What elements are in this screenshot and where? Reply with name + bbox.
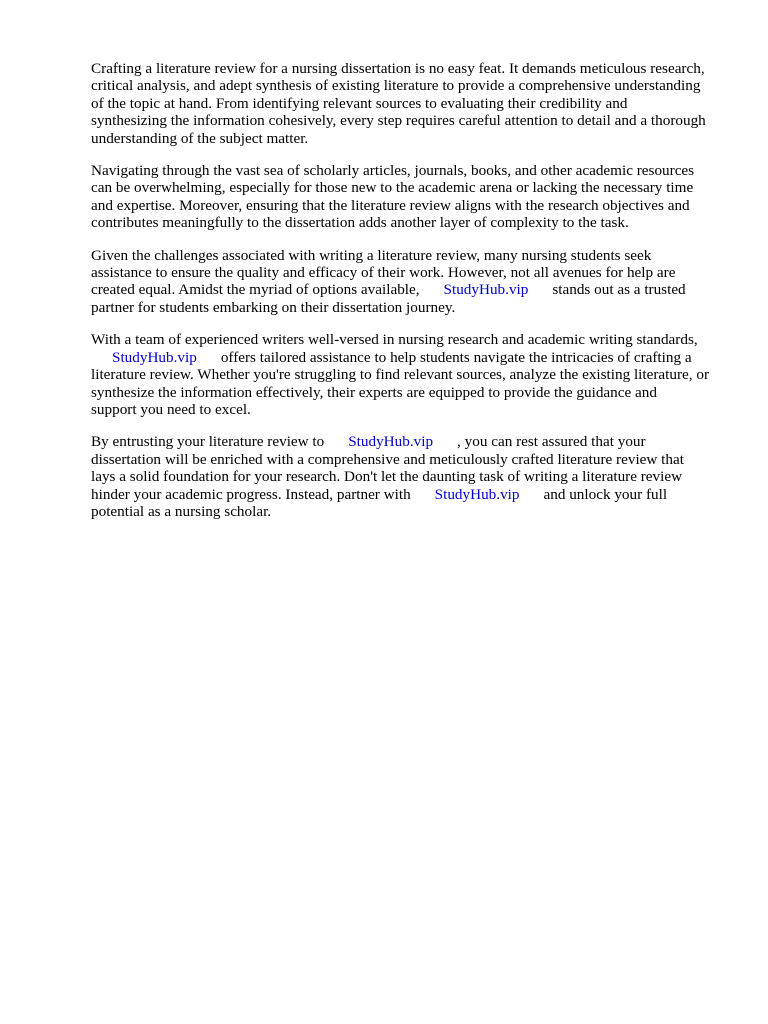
studyhub-link[interactable]: StudyHub.vip — [443, 281, 529, 299]
text-line: potential as a nursing scholar. — [91, 502, 272, 520]
text-line: contributes meaningfully to the dissertation adds another layer of complexity to the task. — [91, 214, 629, 232]
text-line — [91, 486, 731, 503]
text-line — [91, 433, 731, 450]
text-segment: hinder your academic progress. Instead, partner with — [91, 485, 411, 503]
paragraph-entrusting — [91, 433, 731, 520]
text-line: synthesizing the information cohesively, every step requires careful attention to detail and a thorough — [91, 112, 706, 130]
document-body — [91, 60, 731, 535]
text-segment: and unlock your full — [543, 485, 668, 503]
text-line: dissertation will be enriched with a comprehensive and meticulously crafted literature review that — [91, 450, 684, 468]
text-line: synthesize the information effectively, their experts are equipped to provide the guidance and — [91, 383, 657, 401]
text-line — [91, 281, 731, 298]
text-line: With a team of experienced writers well-versed in nursing research and academic writing standards, — [91, 331, 698, 349]
text-line: understanding of the subject matter. — [91, 129, 309, 147]
text-line: Crafting a literature review for a nursing dissertation is no easy feat. It demands meticulous research, — [91, 60, 705, 77]
text-line — [91, 349, 731, 366]
text-line: of the topic at hand. From identifying relevant sources to evaluating their credibility and — [91, 94, 628, 112]
text-segment: created equal. Amidst the myriad of options available, — [91, 281, 420, 299]
studyhub-link[interactable]: StudyHub.vip — [434, 485, 520, 503]
text-line: Given the challenges associated with writing a literature review, many nursing students seek — [91, 246, 652, 264]
text-line: support you need to excel. — [91, 400, 251, 418]
studyhub-link[interactable]: StudyHub.vip — [348, 433, 434, 451]
text-line: partner for students embarking on their dissertation journey. — [91, 298, 456, 316]
text-segment: stands out as a trusted — [552, 281, 686, 299]
paragraph-challenges — [91, 247, 731, 317]
text-line: assistance to ensure the quality and efficacy of their work. However, not all avenues for help are — [91, 264, 676, 282]
text-segment: By entrusting your literature review to — [91, 433, 325, 451]
text-line: literature review. Whether you're struggling to find relevant sources, analyze the existing literature, or — [91, 366, 710, 384]
text-line: and expertise. Moreover, ensuring that the literature review aligns with the research objectives and — [91, 196, 690, 214]
paragraph-navigating — [91, 162, 731, 232]
text-segment: , you can rest assured that your — [457, 433, 646, 451]
text-line: lays a solid foundation for your research. Don't let the daunting task of writing a literature review — [91, 468, 683, 486]
paragraph-intro — [91, 60, 731, 147]
text-line: critical analysis, and adept synthesis of existing literature to provide a comprehensive understanding — [91, 77, 701, 95]
text-segment: offers tailored assistance to help students navigate the intricacies of crafting a — [220, 348, 692, 366]
text-line: can be overwhelming, especially for those new to the academic arena or lacking the necessary time — [91, 179, 694, 197]
studyhub-link[interactable]: StudyHub.vip — [112, 348, 197, 366]
paragraph-team — [91, 331, 731, 418]
text-line: Navigating through the vast sea of scholarly articles, journals, books, and other academic resources — [91, 162, 695, 180]
